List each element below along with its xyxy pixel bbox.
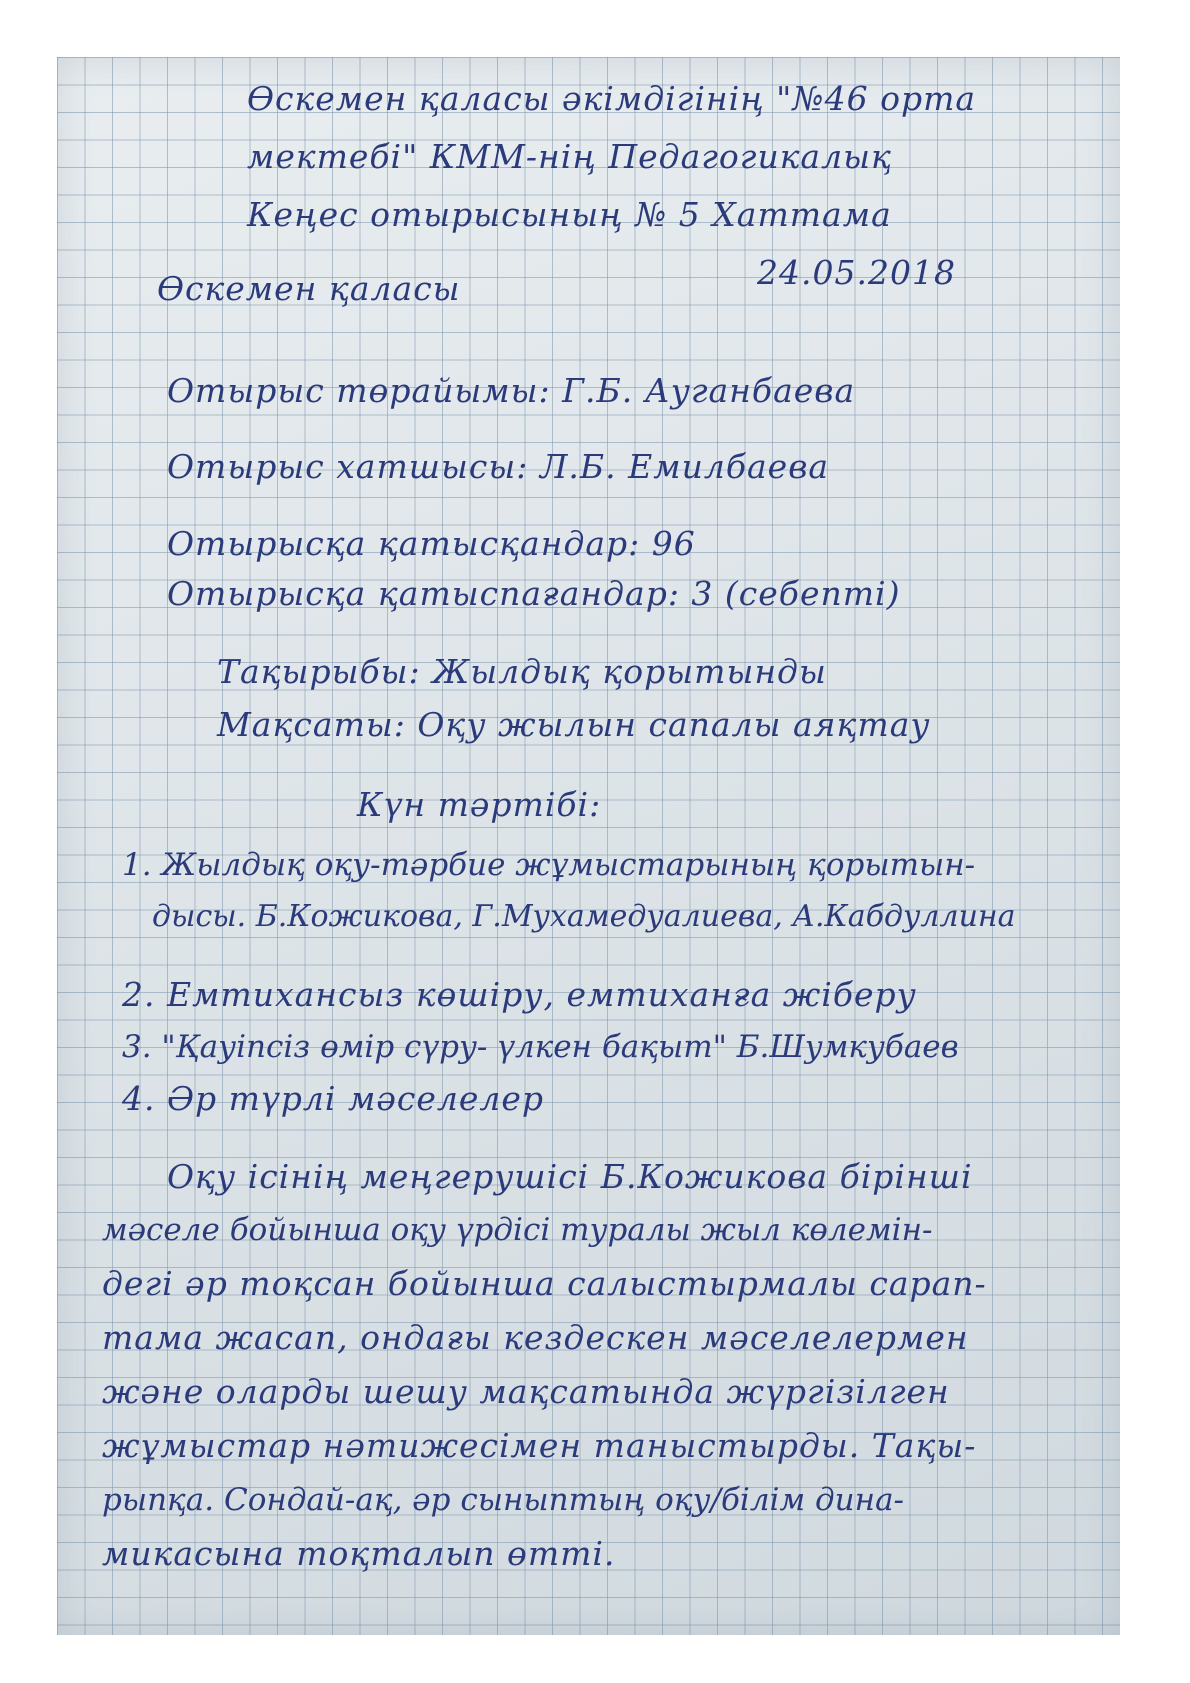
header-line-1: Өскемен қаласы әкімдігінің "№46 орта [247, 79, 977, 118]
agenda-item-2: 2. Емтихансыз көшіру, емтиханға жіберу [122, 975, 917, 1014]
attended: Отырысқа қатысқандар: 96 [167, 524, 696, 563]
body-line-1: Оқу ісінің меңгерушісі Б.Кожикова бірінші [167, 1157, 973, 1196]
agenda-heading: Күн тәртібі: [357, 785, 602, 824]
agenda-item-1-a: 1. Жылдық оқу-тәрбие жұмыстарының қорытын- [122, 847, 976, 883]
body-line-3: дегі әр тоқсан бойынша салыстырмалы сарап- [102, 1264, 987, 1303]
body-line-4: тама жасап, ондағы кездескен мәселелермен [102, 1318, 969, 1357]
agenda-item-4: 4. Әр түрлі мәселелер [122, 1079, 545, 1118]
body-line-7: рыпқа. Сондай-ақ, әр сыныптың оқу/білім дина- [102, 1482, 905, 1518]
date: 24.05.2018 [757, 253, 956, 292]
absent: Отырысқа қатыспағандар: 3 (себепті) [167, 574, 901, 613]
place: Өскемен қаласы [157, 269, 461, 308]
chair: Отырыс төрайымы: Г.Б. Ауганбаева [167, 371, 856, 410]
topic: Тақырыбы: Жылдық қорытынды [217, 652, 827, 691]
notebook-page [57, 57, 1120, 1635]
header-line-3: Кеңес отырысының № 5 Хаттама [247, 195, 892, 234]
header-line-2: мектебі" КММ-нің Педагогикалық [247, 137, 892, 176]
secretary: Отырыс хатшысы: Л.Б. Емилбаева [167, 447, 830, 486]
agenda-item-1-b: дысы. Б.Кожикова, Г.Мухамедуалиева, А.Кабдуллина [152, 899, 1016, 934]
body-line-5: және оларды шешу мақсатында жүргізілген [102, 1372, 950, 1411]
body-line-6: жұмыстар нәтижесімен таныстырды. Тақы- [102, 1426, 977, 1465]
body-line-8: микасына тоқталып өтті. [102, 1534, 616, 1573]
body-line-2: мәселе бойынша оқу үрдісі туралы жыл көлемін- [102, 1212, 933, 1248]
goal: Мақсаты: Оқу жылын сапалы аяқтау [217, 705, 931, 744]
agenda-item-3: 3. "Қауіпсіз өмір сүру- үлкен бақыт" Б.Шумкубаев [122, 1029, 959, 1065]
